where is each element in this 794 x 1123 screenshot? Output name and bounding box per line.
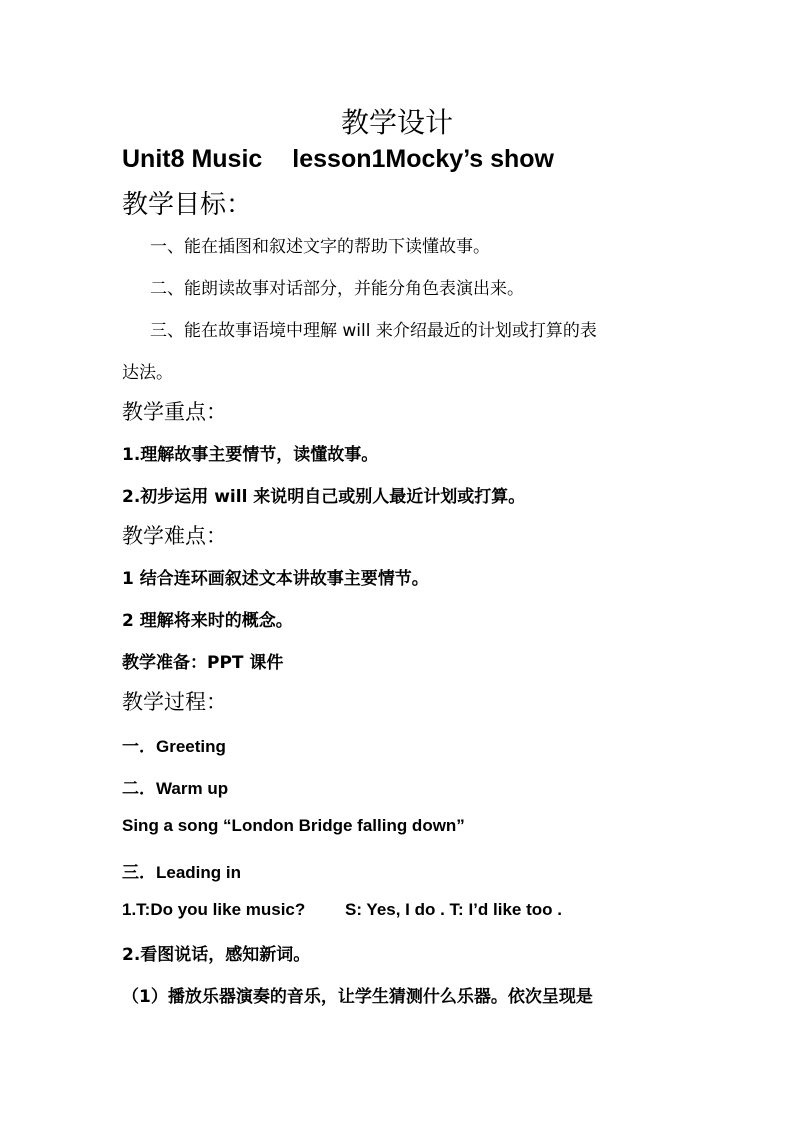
objective-item: 二、能朗读故事对话部分，并能分角色表演出来。 [150, 279, 524, 299]
key-point-item: 1.理解故事主要情节，读懂故事。 [122, 445, 379, 465]
process-item: （1）播放乐器演奏的音乐，让学生猜测什么乐器。依次呈现是 [122, 987, 593, 1007]
process-item: S: Yes, I do . T: I’d like too . [345, 900, 562, 919]
process-item: 一．Greeting [122, 737, 226, 756]
subtitle-unit: Unit8 Music [122, 145, 263, 173]
subtitle-lesson: lesson1Mocky’s show [292, 145, 554, 173]
process-item: 三．Leading in [122, 863, 241, 882]
process-item: 二．Warm up [122, 779, 229, 798]
page-subtitle [122, 145, 554, 174]
process-heading: 教学过程： [122, 690, 227, 714]
process-item: Sing a song “London Bridge falling down” [122, 816, 465, 835]
difficulty-item: 2 理解将来时的概念。 [122, 611, 293, 631]
objective-item: 一、能在插图和叙述文字的帮助下读懂故事。 [150, 237, 490, 257]
difficulties-heading: 教学难点： [122, 524, 227, 548]
process-item: 2.看图说话，感知新词。 [122, 945, 311, 965]
key-points-heading: 教学重点： [122, 400, 227, 424]
difficulty-item: 1 结合连环画叙述文本讲故事主要情节。 [122, 569, 429, 589]
page-title: 教学设计 [340, 106, 453, 139]
objective-item: 三、能在故事语境中理解 will 来介绍最近的计划或打算的表 [150, 321, 597, 341]
objectives-heading: 教学目标： [122, 190, 253, 220]
preparation-line: 教学准备：PPT 课件 [122, 653, 284, 673]
objective-item: 达法。 [122, 363, 173, 383]
key-point-item: 2.初步运用 will 来说明自己或别人最近计划或打算。 [122, 487, 526, 507]
process-item: 1.T:Do you like music? [122, 900, 306, 919]
